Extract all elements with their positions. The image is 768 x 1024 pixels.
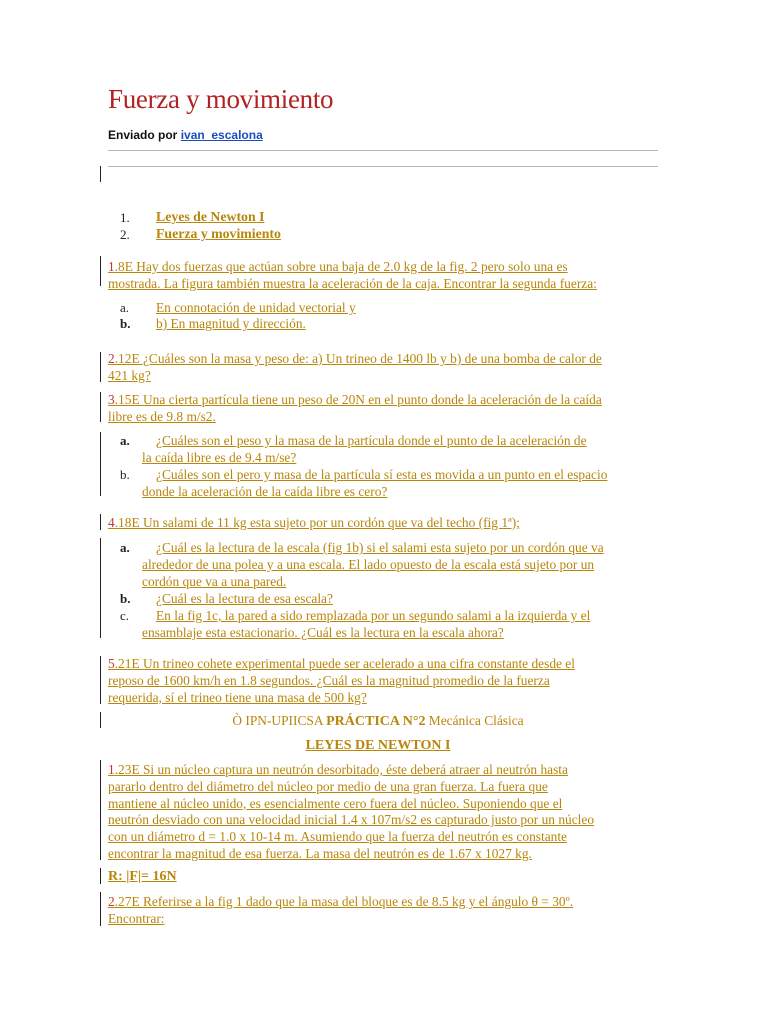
list-item: b. ¿Cuál es la lectura de esa escala? (120, 591, 333, 606)
list-item: a. ¿Cuál es la lectura de la escala (fig 1b) si el salami esta sujeto por un cordón que va alrededor de una polea y a una escala. El lado opuesto de la escala está sujeto por un cordón que va a una pared. (120, 540, 604, 589)
list-item: a. ¿Cuáles son el peso y la masa de la partícula donde el punto de la aceleración de la caída libre es de 9.4 m/se? (120, 433, 587, 465)
list-item: c. En la fig 1c, la pared a sido remplazada por un segundo salami a la izquierda y el ensamblaje esta estacionario. ¿Cuál es la lectura en la escala ahora? (120, 608, 591, 640)
section-title: LEYES DE NEWTON I (305, 738, 451, 753)
problem-2: 2.12E ¿Cuáles son la masa y peso de: a) Un trineo de 1400 lb y b) de una bomba de calor de 421 kg? (108, 351, 602, 383)
divider-bottom (108, 166, 658, 167)
margin-bar (100, 392, 101, 422)
margin-bar (100, 892, 101, 926)
answer: R: |F|= 16N (108, 869, 177, 884)
byline-prefix: Enviado por (108, 128, 181, 142)
toc-item[interactable]: 2. Fuerza y movimiento (120, 226, 281, 242)
problem-1-list (118, 300, 658, 332)
margin-bar (100, 256, 101, 286)
margin-bar (100, 868, 101, 884)
list-item: b. ¿Cuáles son el pero y masa de la partícula sí esta es movida a un punto en el espacio donde la aceleración de la caída libre es cero? (120, 467, 608, 499)
margin-bar (100, 656, 101, 704)
problem-4-list (118, 540, 678, 642)
problem-6: 1.23E Si un núcleo captura un neutrón desorbitado, éste deberá atraer al neutrón hasta pararlo dentro del diámetro del núcleo por medio de una gran fuerza. La fuera que mantiene al núcleo unido, es esencialmente cero fuera del núcleo. Suponiendo que el neutrón desviado con una velocidad inicial 1.4 x 107m/s2 es capturado justo por un núcleo con un diámetro d = 1.0 x 10-14 m. Asumiendo que la fuerza del neutrón es constante encontrar la magnitud de esa fuerza. La masa del neutrón es de 1.67 x 1027 kg. (108, 762, 595, 861)
margin-bar (100, 352, 101, 382)
page-title: Fuerza y movimiento (108, 84, 334, 114)
problem-3-list (118, 433, 678, 501)
toc-link[interactable]: Fuerza y movimiento (156, 226, 281, 241)
divider-top (108, 150, 658, 151)
margin-bar (100, 712, 101, 728)
margin-bar (100, 514, 101, 530)
margin-bar (100, 432, 101, 496)
problem-4: 4.18E Un salami de 11 kg esta sujeto por un cordón que va del techo (fig 1ª); (108, 515, 520, 530)
problem-7: 2.27E Referirse a la fig 1 dado que la masa del bloque es de 8.5 kg y el ángulo θ = 30º. Encontrar: (108, 894, 574, 926)
list-item: a. En connotación de unidad vectorial y (120, 300, 356, 315)
practice-header: Ò IPN-UPIICSA PRÁCTICA N°2 Mecánica Clásica (232, 713, 524, 729)
list-item: b. b) En magnitud y dirección. (120, 316, 306, 331)
margin-bar (100, 538, 101, 638)
toc-link[interactable]: Leyes de Newton I (156, 209, 265, 224)
author-link[interactable]: ivan_escalona (180, 128, 263, 142)
problem-3: 3.15E Una cierta partícula tiene un peso de 20N en el punto donde la aceleración de la caída libre es de 9.8 m/s2. (108, 392, 602, 424)
toc-item[interactable]: 1. Leyes de Newton I (120, 209, 265, 225)
problem-5: 5.21E Un trineo cohete experimental puede ser acelerado a una cifra constante desde el reposo de 1600 km/h en 1.8 segundos. ¿Cuál es la magnitud promedio de la fuerza requerida, sí el trineo tiene una masa de 500 kg? (108, 656, 575, 705)
byline (108, 128, 263, 142)
margin-bar (100, 166, 101, 182)
toc-list (118, 209, 678, 243)
problem-1: 1.8E Hay dos fuerzas que actúan sobre una baja de 2.0 kg de la fig. 2 pero solo una es mostrada. La figura también muestra la aceleración de la caja. Encontrar la segunda fuerza: (108, 259, 597, 291)
margin-bar (100, 760, 101, 860)
